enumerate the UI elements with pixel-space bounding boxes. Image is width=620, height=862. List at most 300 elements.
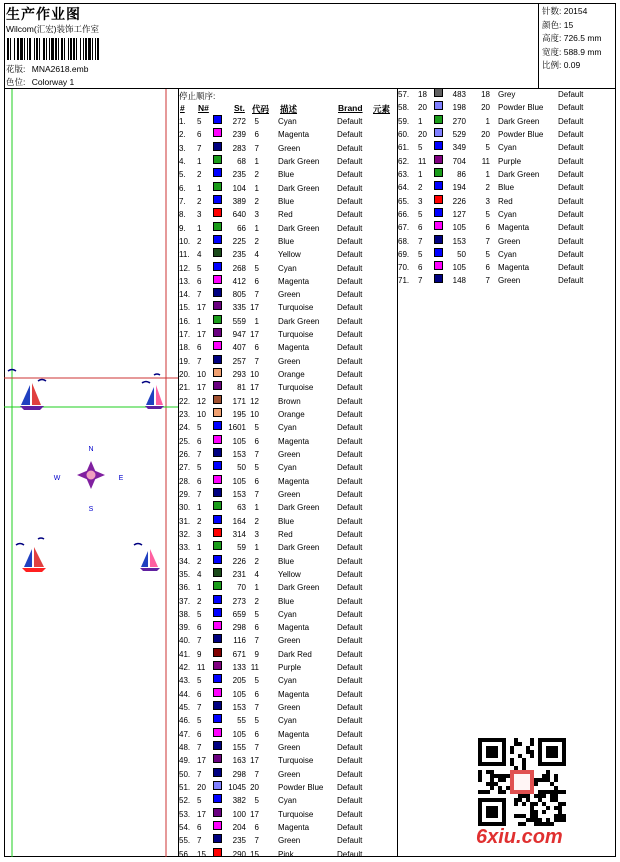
colorway-line bbox=[6, 76, 74, 88]
color-count: 颜色: 15 bbox=[542, 19, 574, 30]
cell-description: Dark Red bbox=[278, 649, 312, 659]
qr-module bbox=[534, 782, 538, 786]
table-row bbox=[398, 101, 614, 114]
cell-index: 13. bbox=[179, 276, 191, 286]
cell-brand: Default bbox=[337, 529, 363, 539]
cell-index: 21. bbox=[179, 383, 191, 393]
cell-brand: Default bbox=[337, 809, 363, 819]
qr-module bbox=[554, 806, 558, 810]
cell-code: 1 bbox=[254, 183, 259, 193]
cell-needle: 1 bbox=[197, 156, 202, 166]
qr-module bbox=[542, 774, 546, 778]
cell-description: Green bbox=[278, 143, 301, 153]
cell-stitches: 947 bbox=[232, 330, 246, 340]
stitch-count: 针数: 20154 bbox=[542, 6, 588, 16]
cell-needle: 7 bbox=[197, 489, 202, 499]
cell-index: 71. bbox=[398, 276, 410, 286]
qr-module bbox=[530, 742, 534, 746]
cell-brand: Default bbox=[337, 343, 363, 353]
table-row bbox=[179, 155, 395, 168]
qr-module bbox=[546, 806, 550, 810]
table-row bbox=[179, 728, 395, 741]
cell-brand: Default bbox=[337, 609, 363, 619]
table-row bbox=[179, 768, 395, 781]
cell-description: Grey bbox=[498, 90, 516, 99]
cell-brand: Default bbox=[558, 263, 584, 273]
cell-code: 7 bbox=[254, 636, 259, 646]
cell-brand: Default bbox=[337, 356, 363, 366]
qr-module bbox=[510, 762, 514, 766]
cell-stitches: 153 bbox=[232, 703, 246, 713]
cell-stitches: 235 bbox=[232, 836, 246, 846]
cell-code: 6 bbox=[254, 729, 259, 739]
cell-brand: Default bbox=[337, 756, 363, 766]
cell-needle: 17 bbox=[197, 303, 206, 313]
cell-index: 31. bbox=[179, 516, 191, 526]
cell-index: 60. bbox=[398, 129, 410, 139]
cell-index: 17. bbox=[179, 330, 191, 340]
cell-code: 5 bbox=[254, 609, 259, 619]
qr-module bbox=[542, 802, 546, 806]
cell-brand: Default bbox=[337, 729, 363, 739]
table-row bbox=[179, 701, 395, 714]
qr-module bbox=[550, 782, 554, 786]
cell-description: Blue bbox=[278, 516, 295, 526]
table-row bbox=[179, 381, 395, 394]
cell-code: 6 bbox=[254, 343, 259, 353]
cell-index: 33. bbox=[179, 543, 191, 553]
design-meta-box bbox=[538, 3, 616, 88]
cell-stitches: 105 bbox=[232, 729, 246, 739]
cell-index: 19. bbox=[179, 356, 191, 366]
cell-needle: 7 bbox=[197, 143, 202, 153]
cell-needle: 5 bbox=[197, 117, 202, 126]
table-row bbox=[179, 288, 395, 301]
cell-needle: 1 bbox=[418, 116, 423, 126]
bird-icon bbox=[38, 538, 44, 539]
col-header-needle: N# bbox=[198, 103, 209, 113]
qr-finder bbox=[486, 806, 498, 818]
cell-brand: Default bbox=[337, 663, 363, 673]
table-row bbox=[179, 328, 395, 341]
cell-needle: 5 bbox=[197, 676, 202, 686]
col-header-description: 描述 bbox=[280, 104, 298, 114]
qr-module bbox=[514, 766, 518, 770]
cell-brand: Default bbox=[558, 236, 584, 246]
qr-module bbox=[490, 778, 494, 782]
qr-module bbox=[522, 762, 526, 766]
qr-module bbox=[510, 746, 514, 750]
qr-module bbox=[522, 758, 526, 762]
cell-index: 48. bbox=[179, 743, 191, 753]
cell-description: Green bbox=[278, 836, 301, 846]
table-row bbox=[179, 488, 395, 501]
table-row bbox=[179, 421, 395, 434]
table-row bbox=[179, 208, 395, 221]
table-row bbox=[179, 461, 395, 474]
qr-module bbox=[534, 794, 538, 798]
table-row bbox=[179, 608, 395, 621]
qr-module bbox=[550, 798, 554, 802]
cell-code: 1 bbox=[254, 503, 259, 513]
cell-stitches: 105 bbox=[232, 436, 246, 446]
qr-module bbox=[558, 810, 562, 814]
qr-module bbox=[530, 738, 534, 742]
qr-module bbox=[554, 786, 558, 790]
cell-brand: Default bbox=[337, 783, 363, 792]
cell-code: 9 bbox=[254, 649, 259, 659]
qr-module bbox=[558, 814, 562, 818]
cell-stitches: 68 bbox=[237, 156, 246, 166]
table-row bbox=[179, 142, 395, 155]
cell-brand: Default bbox=[558, 90, 584, 99]
cell-stitches: 1601 bbox=[228, 423, 246, 433]
bird-icon bbox=[142, 382, 150, 384]
studio-name: Wilcom(汇宏)装饰工作室 bbox=[6, 24, 100, 34]
cell-description: Turquoise bbox=[278, 330, 314, 340]
cell-brand: Default bbox=[337, 396, 363, 406]
bird-icon bbox=[134, 544, 142, 546]
cell-stitches: 153 bbox=[452, 236, 466, 246]
cell-description: Orange bbox=[278, 370, 305, 380]
cell-description: Green bbox=[278, 290, 301, 300]
cell-brand: Default bbox=[337, 649, 363, 659]
cell-index: 37. bbox=[179, 596, 191, 606]
qr-module bbox=[518, 742, 522, 746]
cell-code: 7 bbox=[254, 743, 259, 753]
cell-description: Green bbox=[278, 703, 301, 713]
cell-index: 16. bbox=[179, 316, 191, 326]
cell-needle: 1 bbox=[197, 543, 202, 553]
cell-stitches: 270 bbox=[452, 116, 466, 126]
cell-description: Cyan bbox=[278, 676, 297, 686]
bird-icon bbox=[38, 380, 46, 382]
qr-module bbox=[546, 770, 550, 774]
cell-needle: 1 bbox=[197, 583, 202, 593]
cell-needle: 5 bbox=[418, 249, 423, 259]
cell-description: Green bbox=[278, 450, 301, 459]
cell-index: 30. bbox=[179, 503, 191, 513]
cell-index: 18. bbox=[179, 343, 191, 353]
design-width: 宽度: 588.9 mm bbox=[542, 46, 602, 57]
cell-description: Dark Green bbox=[278, 156, 320, 166]
cell-index: 44. bbox=[179, 689, 191, 699]
cell-index: 67. bbox=[398, 223, 410, 233]
sailboat-icon bbox=[140, 549, 160, 571]
cell-description: Dark Green bbox=[278, 583, 320, 593]
qr-module bbox=[534, 810, 538, 814]
qr-module bbox=[518, 754, 522, 758]
table-row bbox=[179, 115, 395, 128]
table-row bbox=[179, 262, 395, 275]
table-row bbox=[179, 848, 395, 861]
cell-code: 17 bbox=[250, 756, 259, 766]
cell-stitches: 127 bbox=[452, 209, 466, 219]
cell-code: 5 bbox=[254, 796, 259, 806]
cell-stitches: 105 bbox=[232, 476, 246, 486]
qr-module bbox=[510, 750, 514, 754]
cell-stitches: 640 bbox=[232, 210, 246, 220]
qr-module bbox=[530, 806, 534, 810]
qr-module bbox=[554, 790, 558, 794]
qr-module bbox=[494, 782, 498, 786]
cell-stitches: 226 bbox=[452, 196, 466, 206]
cell-description: Red bbox=[278, 210, 293, 220]
qr-module bbox=[538, 798, 542, 802]
cell-brand: Default bbox=[337, 290, 363, 300]
cell-description: Magenta bbox=[278, 623, 310, 633]
table-row bbox=[179, 808, 395, 821]
cell-description: Magenta bbox=[278, 476, 310, 486]
cell-description: Blue bbox=[278, 556, 295, 566]
cell-code: 11 bbox=[250, 663, 259, 673]
cell-index: 45. bbox=[179, 703, 191, 713]
qr-module bbox=[522, 802, 526, 806]
cell-index: 35. bbox=[179, 569, 191, 579]
cell-stitches: 268 bbox=[232, 263, 246, 273]
cell-stitches: 529 bbox=[452, 129, 466, 139]
cell-description: Magenta bbox=[278, 729, 310, 739]
qr-module bbox=[486, 790, 490, 794]
cell-description: Green bbox=[278, 356, 301, 366]
cell-stitches: 283 bbox=[232, 143, 246, 153]
cell-needle: 6 bbox=[197, 276, 202, 286]
cell-description: Red bbox=[498, 196, 513, 206]
cell-brand: Default bbox=[337, 196, 363, 206]
cell-index: 63. bbox=[398, 169, 410, 179]
cell-code: 5 bbox=[485, 143, 490, 153]
cell-needle: 17 bbox=[197, 330, 206, 340]
table-row bbox=[179, 408, 395, 421]
qr-module bbox=[526, 746, 530, 750]
table-row bbox=[179, 621, 395, 634]
bird-icon bbox=[16, 544, 24, 546]
cell-description: Dark Green bbox=[278, 316, 320, 326]
cell-code: 6 bbox=[485, 263, 490, 273]
cell-description: Blue bbox=[278, 596, 295, 606]
barcode-bar bbox=[99, 38, 100, 60]
table-row bbox=[398, 128, 614, 141]
qr-module bbox=[502, 790, 506, 794]
qr-module bbox=[546, 774, 550, 778]
cell-needle: 6 bbox=[197, 729, 202, 739]
qr-module bbox=[562, 790, 566, 794]
table-row bbox=[398, 141, 614, 154]
qr-module bbox=[498, 786, 502, 790]
qr-module bbox=[526, 798, 530, 802]
cell-stitches: 86 bbox=[457, 169, 466, 179]
cell-brand: Default bbox=[337, 583, 363, 593]
cell-stitches: 1045 bbox=[228, 783, 246, 792]
cell-index: 50. bbox=[179, 769, 191, 779]
qr-module bbox=[530, 750, 534, 754]
qr-finder bbox=[546, 746, 558, 758]
cell-description: Green bbox=[498, 236, 521, 246]
cell-brand: Default bbox=[337, 489, 363, 499]
qr-module bbox=[498, 778, 502, 782]
design-preview[interactable] bbox=[4, 89, 178, 857]
cell-index: 54. bbox=[179, 822, 191, 832]
cell-brand: Default bbox=[337, 383, 363, 393]
cell-description: Dark Green bbox=[278, 183, 320, 193]
cell-code: 17 bbox=[250, 303, 259, 313]
cell-code: 4 bbox=[254, 250, 259, 260]
table-row bbox=[179, 781, 395, 794]
compass-e-label: E bbox=[118, 475, 124, 482]
cell-brand: Default bbox=[337, 676, 363, 686]
qr-module bbox=[546, 790, 550, 794]
cell-index: 68. bbox=[398, 236, 410, 246]
qr-module bbox=[534, 818, 538, 822]
cell-index: 3. bbox=[179, 143, 186, 153]
cell-code: 1 bbox=[254, 583, 259, 593]
design-file-label: 花版: bbox=[6, 64, 26, 74]
cell-code: 20 bbox=[481, 129, 490, 139]
cell-stitches: 235 bbox=[232, 170, 246, 180]
cell-description: Cyan bbox=[278, 796, 297, 806]
cell-brand: Default bbox=[558, 129, 584, 139]
cell-needle: 7 bbox=[418, 236, 423, 246]
cell-description: Magenta bbox=[498, 223, 530, 233]
cell-needle: 1 bbox=[418, 169, 423, 179]
cell-code: 5 bbox=[485, 249, 490, 259]
cell-brand: Default bbox=[337, 436, 363, 446]
cell-code: 1 bbox=[254, 223, 259, 233]
sailboat-icon bbox=[20, 383, 44, 410]
cell-needle: 3 bbox=[197, 529, 202, 539]
cell-needle: 5 bbox=[197, 609, 202, 619]
cell-needle: 6 bbox=[197, 343, 202, 353]
qr-module bbox=[542, 790, 546, 794]
table-row bbox=[179, 821, 395, 834]
cell-stitches: 66 bbox=[237, 223, 246, 233]
cell-code: 2 bbox=[254, 236, 259, 246]
qr-module bbox=[558, 818, 562, 822]
col-header-index: # bbox=[180, 103, 185, 113]
cell-brand: Default bbox=[558, 169, 584, 179]
qr-module bbox=[518, 814, 522, 818]
cell-needle: 7 bbox=[197, 356, 202, 366]
cell-description: Cyan bbox=[278, 716, 297, 726]
cell-brand: Default bbox=[337, 410, 363, 420]
table-row bbox=[179, 315, 395, 328]
cell-brand: Default bbox=[337, 769, 363, 779]
cell-stitches: 105 bbox=[232, 689, 246, 699]
cell-index: 1. bbox=[179, 117, 186, 126]
cell-code: 2 bbox=[254, 556, 259, 566]
table-row bbox=[179, 235, 395, 248]
cell-description: Magenta bbox=[278, 343, 310, 353]
cell-stitches: 55 bbox=[237, 716, 246, 726]
qr-module bbox=[478, 790, 482, 794]
cell-code: 17 bbox=[250, 383, 259, 393]
qr-module bbox=[514, 802, 518, 806]
qr-module bbox=[546, 818, 550, 822]
cell-stitches: 195 bbox=[232, 410, 246, 420]
cell-index: 8. bbox=[179, 210, 186, 220]
table-row bbox=[179, 368, 395, 381]
cell-stitches: 50 bbox=[237, 463, 246, 473]
cell-needle: 6 bbox=[197, 436, 202, 446]
cell-stitches: 164 bbox=[232, 516, 246, 526]
cell-brand: Default bbox=[337, 263, 363, 273]
table-row bbox=[179, 754, 395, 767]
table-row bbox=[398, 235, 614, 248]
cell-index: 40. bbox=[179, 636, 191, 646]
table-row bbox=[179, 794, 395, 807]
cell-stitches: 704 bbox=[452, 156, 466, 166]
cell-description: Powder Blue bbox=[278, 783, 324, 792]
cell-needle: 5 bbox=[197, 423, 202, 433]
cell-code: 20 bbox=[250, 783, 259, 792]
cell-stitches: 389 bbox=[232, 196, 246, 206]
qr-module bbox=[514, 798, 518, 802]
cell-brand: Default bbox=[337, 503, 363, 513]
cell-needle: 20 bbox=[197, 783, 206, 792]
cell-needle: 6 bbox=[197, 623, 202, 633]
qr-module bbox=[530, 810, 534, 814]
cell-code: 3 bbox=[254, 529, 259, 539]
cell-stitches: 314 bbox=[232, 529, 246, 539]
cell-stitches: 116 bbox=[233, 636, 246, 646]
cell-needle: 7 bbox=[197, 743, 202, 753]
table-row bbox=[179, 341, 395, 354]
cell-needle: 6 bbox=[197, 130, 202, 140]
cell-stitches: 105 bbox=[452, 223, 466, 233]
qr-module bbox=[558, 802, 562, 806]
cell-description: Yellow bbox=[278, 569, 301, 579]
cell-index: 6. bbox=[179, 183, 186, 193]
qr-module bbox=[538, 818, 542, 822]
cell-needle: 15 bbox=[197, 849, 206, 859]
cell-description: Red bbox=[278, 529, 293, 539]
qr-module bbox=[538, 778, 542, 782]
cell-index: 12. bbox=[179, 263, 191, 273]
qr-module bbox=[538, 794, 542, 798]
table-row bbox=[179, 528, 395, 541]
cell-brand: Default bbox=[558, 276, 584, 286]
cell-needle: 3 bbox=[197, 210, 202, 220]
qr-module bbox=[482, 790, 486, 794]
cell-description: Purple bbox=[498, 156, 522, 166]
table-row bbox=[179, 195, 395, 208]
qr-module bbox=[530, 818, 534, 822]
qr-module bbox=[526, 750, 530, 754]
qr-module bbox=[562, 814, 566, 818]
cell-description: Blue bbox=[498, 183, 515, 193]
cell-description: Dark Green bbox=[498, 169, 540, 179]
cell-needle: 6 bbox=[197, 689, 202, 699]
cell-description: Blue bbox=[278, 196, 295, 206]
cell-needle: 2 bbox=[418, 183, 423, 193]
cell-stitches: 290 bbox=[232, 849, 246, 859]
cell-description: Turquoise bbox=[278, 756, 314, 766]
cell-code: 7 bbox=[254, 769, 259, 779]
cell-index: 11. bbox=[179, 250, 190, 260]
cell-description: Cyan bbox=[278, 117, 297, 126]
table-row bbox=[179, 541, 395, 554]
qr-module bbox=[514, 738, 518, 742]
cell-needle: 11 bbox=[418, 156, 427, 166]
cell-code: 1 bbox=[254, 156, 259, 166]
table-row bbox=[398, 155, 614, 168]
cell-needle: 1 bbox=[197, 183, 202, 193]
qr-module bbox=[542, 794, 546, 798]
table-row bbox=[179, 648, 395, 661]
cell-description: Powder Blue bbox=[498, 103, 544, 113]
qr-module bbox=[522, 814, 526, 818]
table-row bbox=[179, 555, 395, 568]
